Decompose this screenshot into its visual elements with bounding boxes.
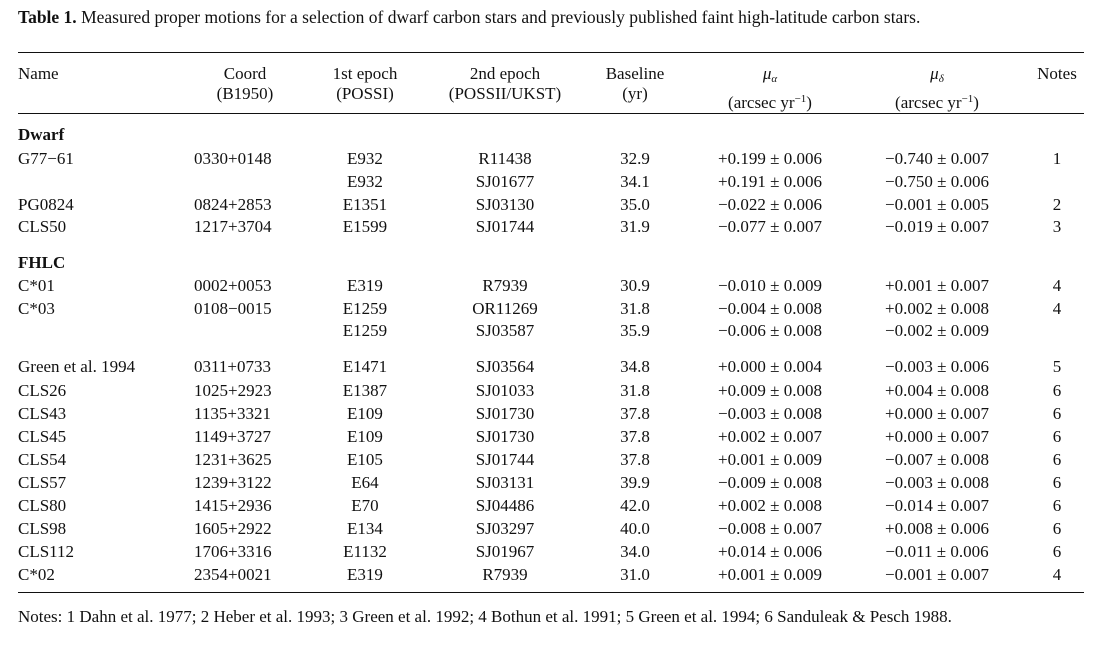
cell-mu-delta: +0.000 ± 0.007 [885, 404, 989, 423]
header-mu-alpha-symbol: $\mu_\alpha$ [762, 64, 778, 85]
header-coord-line2: (B1950) [216, 84, 274, 103]
cell-note: 4 [1052, 565, 1062, 584]
cell-epoch1: E109 [347, 427, 383, 446]
header-coord [190, 64, 300, 104]
cell-epoch1: E105 [347, 450, 383, 469]
cell-baseline: 42.0 [620, 496, 650, 515]
cell-epoch2: SJ01744 [475, 450, 535, 469]
cell-epoch1: E109 [347, 404, 383, 423]
cell-note: 3 [1052, 217, 1062, 236]
cell-baseline: 35.0 [620, 195, 650, 214]
cell-baseline: 37.8 [620, 427, 650, 446]
cell-baseline: 30.9 [620, 276, 650, 295]
cell-coord: 1025+2923 [194, 381, 272, 400]
cell-coord: 1239+3122 [194, 473, 272, 492]
cell-epoch2: R7939 [482, 565, 528, 584]
header-mu-delta [862, 64, 1012, 113]
cell-note: 4 [1052, 299, 1062, 318]
cell-coord: 1231+3625 [194, 450, 272, 469]
cell-mu-alpha: −0.003 ± 0.008 [718, 404, 822, 423]
cell-mu-alpha: +0.000 ± 0.004 [718, 357, 822, 376]
cell-name: CLS112 [18, 542, 75, 561]
cell-coord: 0108−0015 [194, 299, 272, 318]
cell-mu-alpha: +0.014 ± 0.006 [718, 542, 822, 561]
cell-epoch2: SJ03564 [475, 357, 535, 376]
cell-epoch2: SJ01033 [475, 381, 535, 400]
cell-note: 6 [1052, 404, 1062, 423]
cell-epoch1: E134 [347, 519, 383, 538]
cell-epoch2: SJ01744 [475, 217, 535, 236]
cell-baseline: 34.1 [620, 172, 650, 191]
cell-mu-delta: +0.004 ± 0.008 [885, 381, 989, 400]
cell-note: 6 [1052, 519, 1062, 538]
cell-coord: 0824+2853 [194, 195, 272, 214]
cell-mu-alpha: +0.001 ± 0.009 [718, 450, 822, 469]
cell-mu-alpha: +0.002 ± 0.007 [718, 427, 822, 446]
cell-mu-delta: −0.003 ± 0.008 [885, 473, 989, 492]
cell-mu-delta: −0.003 ± 0.006 [885, 357, 989, 376]
cell-epoch1: E1471 [342, 357, 388, 376]
header-epoch2 [430, 64, 580, 104]
cell-coord: 0330+0148 [194, 149, 272, 168]
cell-epoch1: E1599 [342, 217, 388, 236]
cell-epoch2: SJ03131 [475, 473, 535, 492]
header-epoch1-line2: (POSSI) [336, 84, 394, 103]
cell-mu-alpha: −0.008 ± 0.007 [718, 519, 822, 538]
cell-epoch2: R7939 [482, 276, 528, 295]
header-name: Name [18, 64, 59, 83]
cell-epoch1: E319 [347, 565, 383, 584]
cell-mu-delta: −0.014 ± 0.007 [885, 496, 989, 515]
cell-baseline: 39.9 [620, 473, 650, 492]
cell-baseline: 31.8 [620, 381, 650, 400]
cell-mu-alpha: −0.010 ± 0.009 [718, 276, 822, 295]
cell-epoch2: SJ01730 [475, 404, 535, 423]
cell-baseline: 31.8 [620, 299, 650, 318]
cell-name: CLS45 [18, 427, 67, 446]
cell-epoch1: E1259 [342, 299, 388, 318]
header-rule [18, 113, 1084, 114]
header-baseline [590, 64, 680, 104]
cell-coord: 1415+2936 [194, 496, 272, 515]
cell-epoch1: E319 [347, 276, 383, 295]
cell-epoch2: SJ03130 [475, 195, 535, 214]
cell-note: 6 [1052, 542, 1062, 561]
cell-note: 6 [1052, 427, 1062, 446]
cell-mu-alpha: +0.002 ± 0.008 [718, 496, 822, 515]
cell-name: Green et al. 1994 [18, 357, 136, 376]
cell-epoch1: E1132 [343, 542, 387, 561]
cell-mu-alpha: −0.022 ± 0.006 [718, 195, 822, 214]
cell-name: CLS43 [18, 404, 67, 423]
header-epoch1 [310, 64, 420, 104]
section-fhlc: FHLC [18, 253, 66, 272]
cell-mu-delta: −0.011 ± 0.006 [885, 542, 989, 561]
cell-name: C*01 [18, 276, 55, 295]
cell-mu-delta: +0.001 ± 0.007 [885, 276, 989, 295]
cell-name: CLS98 [18, 519, 67, 538]
cell-baseline: 31.9 [620, 217, 650, 236]
cell-name: CLS80 [18, 496, 67, 515]
header-notes: Notes [1037, 64, 1077, 83]
cell-name: CLS57 [18, 473, 67, 492]
cell-epoch1: E932 [347, 149, 383, 168]
cell-note: 4 [1052, 276, 1062, 295]
cell-epoch2: SJ03587 [475, 321, 535, 340]
bottom-rule [18, 592, 1084, 593]
cell-baseline: 34.8 [620, 357, 650, 376]
cell-coord: 1217+3704 [194, 217, 272, 236]
cell-name: C*03 [18, 299, 55, 318]
table-caption-label: Table 1. [18, 7, 77, 27]
cell-mu-delta: +0.008 ± 0.006 [885, 519, 989, 538]
header-epoch2-line1: 2nd epoch [469, 64, 541, 83]
cell-note: 6 [1052, 450, 1062, 469]
cell-mu-alpha: +0.199 ± 0.006 [718, 149, 822, 168]
cell-mu-alpha: −0.006 ± 0.008 [718, 321, 822, 340]
cell-mu-delta: −0.002 ± 0.009 [885, 321, 989, 340]
cell-epoch2: SJ01730 [475, 427, 535, 446]
table-caption [18, 6, 1093, 28]
cell-coord: 2354+0021 [194, 565, 272, 584]
cell-epoch1: E932 [347, 172, 383, 191]
cell-baseline: 34.0 [620, 542, 650, 561]
cell-note: 1 [1052, 149, 1062, 168]
header-epoch2-line2: (POSSII/UKST) [448, 84, 562, 103]
cell-mu-delta: −0.750 ± 0.006 [885, 172, 989, 191]
header-mu-alpha [695, 64, 845, 113]
cell-baseline: 37.8 [620, 450, 650, 469]
header-epoch1-line1: 1st epoch [332, 64, 398, 83]
cell-note: 2 [1052, 195, 1062, 214]
cell-mu-delta: −0.001 ± 0.007 [885, 565, 989, 584]
cell-name: CLS26 [18, 381, 67, 400]
cell-epoch2: SJ04486 [475, 496, 535, 515]
header-mu-alpha-unit: (arcsec $yr^{-1}$) [728, 93, 812, 112]
cell-note: 6 [1052, 473, 1062, 492]
cell-epoch2: R11438 [478, 149, 532, 168]
header-baseline-line1: Baseline [605, 64, 665, 83]
header-mu-delta-unit: (arcsec $yr^{-1}$) [895, 93, 979, 112]
cell-coord: 0002+0053 [194, 276, 272, 295]
cell-mu-delta: −0.001 ± 0.005 [885, 195, 989, 214]
cell-name: CLS50 [18, 217, 67, 236]
section-dwarf: Dwarf [18, 125, 65, 144]
cell-mu-alpha: −0.009 ± 0.008 [718, 473, 822, 492]
cell-mu-delta: −0.007 ± 0.008 [885, 450, 989, 469]
cell-coord: 1135+3321 [194, 404, 271, 423]
cell-mu-delta: −0.740 ± 0.007 [885, 149, 989, 168]
header-coord-line1: Coord [223, 64, 267, 83]
cell-epoch1: E1351 [342, 195, 388, 214]
header-mu-delta-symbol: $\mu_\delta$ [930, 64, 944, 85]
cell-coord: 1706+3316 [194, 542, 272, 561]
cell-mu-alpha: −0.004 ± 0.008 [718, 299, 822, 318]
cell-mu-alpha: +0.001 ± 0.009 [718, 565, 822, 584]
cell-epoch2: OR11269 [472, 299, 538, 318]
cell-epoch2: SJ01677 [475, 172, 535, 191]
cell-note: 6 [1052, 381, 1062, 400]
cell-mu-alpha: −0.077 ± 0.007 [718, 217, 822, 236]
cell-coord: 1149+3727 [194, 427, 271, 446]
cell-name: C*02 [18, 565, 55, 584]
table-notes: Notes: 1 Dahn et al. 1977; 2 Heber et al. 1993; 3 Green et al. 1992; 4 Bothun et al. 1991; 5 Green et al. 1994; 6 Sanduleak & Pesch 1988. [18, 607, 952, 626]
top-rule [18, 52, 1084, 53]
cell-mu-alpha: +0.009 ± 0.008 [718, 381, 822, 400]
cell-mu-delta: −0.019 ± 0.007 [885, 217, 989, 236]
header-baseline-line2: (yr) [622, 84, 648, 103]
cell-mu-alpha: +0.191 ± 0.006 [718, 172, 822, 191]
cell-baseline: 40.0 [620, 519, 650, 538]
cell-coord: 1605+2922 [194, 519, 272, 538]
cell-baseline: 37.8 [620, 404, 650, 423]
cell-epoch1: E64 [351, 473, 379, 492]
cell-epoch1: E1387 [342, 381, 388, 400]
cell-note: 5 [1052, 357, 1062, 376]
cell-epoch1: E70 [351, 496, 379, 515]
cell-name: G77−61 [18, 149, 74, 168]
cell-coord: 0311+0733 [194, 357, 271, 376]
cell-baseline: 31.0 [620, 565, 650, 584]
cell-name: PG0824 [18, 195, 74, 214]
cell-epoch2: SJ03297 [475, 519, 535, 538]
cell-note: 6 [1052, 496, 1062, 515]
cell-mu-delta: +0.000 ± 0.007 [885, 427, 989, 446]
table-caption-text: Measured proper motions for a selection of dwarf carbon stars and previously published faint high-latitude carbon stars. [81, 7, 921, 27]
cell-epoch1: E1259 [342, 321, 388, 340]
cell-baseline: 35.9 [620, 321, 650, 340]
cell-name: CLS54 [18, 450, 67, 469]
cell-baseline: 32.9 [620, 149, 650, 168]
cell-mu-delta: +0.002 ± 0.008 [885, 299, 989, 318]
cell-epoch2: SJ01967 [475, 542, 535, 561]
